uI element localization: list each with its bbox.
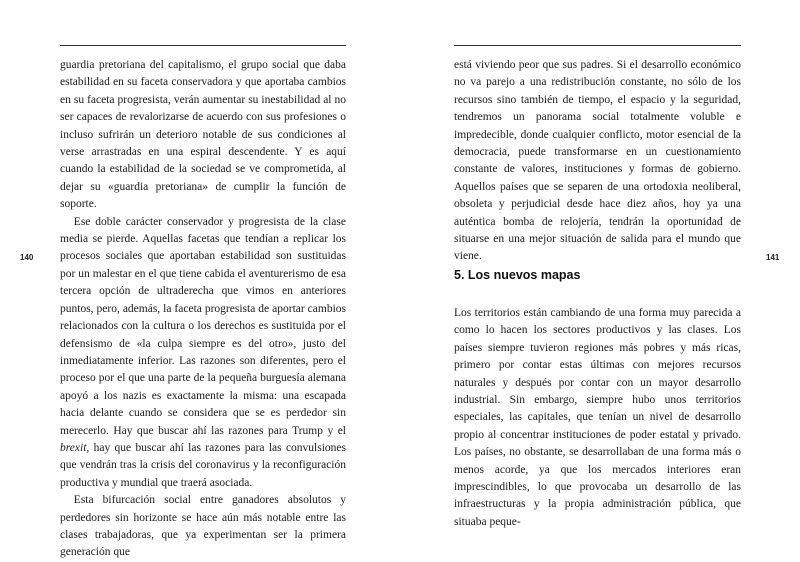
paragraph-text: , hay que buscar ahí las razones para las convulsiones que vendrán tras la crisis del coronavirus y la reconfiguración productiva y mundial que traerá asociada. — [60, 441, 346, 489]
paragraph — [60, 214, 346, 493]
right-page — [400, 0, 800, 534]
right-text-column-bottom — [454, 305, 741, 531]
paragraph: Esta bifurcación social entre ganadores absolutos y perdedores sin horizonte se hace aún más notable entre las clases trabajadoras, que ya experimentan ser la primera generación que — [60, 494, 346, 559]
page-number: 141 — [766, 253, 780, 262]
paragraph: Los territorios están cambiando de una forma muy parecida a como lo hacen los sectores productivos y las clases. Los países siempre tuvieron regiones más pobres y más ricas, primero por contar estas últimas con mejores recursos naturales y después por contar con un mayor desarrollo industrial. Sin embargo, siempre hubo unos territorios especiales, las capitales, que tenían un nivel de desarrollo propio al concentrar instituciones de poder estatal y privado. Los países, no obstante, se desarrollaban de una forma más o menos acorde, ya que los mercados interiores eran imprescindibles, lo que provocaba un desarrollo de las infraestructuras y la propia administración pública, que situaba peque- — [454, 307, 741, 528]
paragraph: guardia pretoriana del capitalismo, el grupo social que daba estabilidad en su faceta conservadora y que aportaba cambios en su faceta progresista, verán aumentar su inestabilidad al no ser capaces de revalorizarse de acuerdo con sus profesiones o incluso sufrirán un deterioro notable de sus condiciones al verse arrastradas en una espiral descendente. Y es aquí cuando la estabilidad de la sociedad se ve comprometida, al dejar su «guardia pretoriana» de cumplir la función de soporte. — [60, 59, 346, 211]
left-page — [0, 0, 400, 559]
page-number: 140 — [20, 253, 34, 262]
section-heading: 5. Los nuevos mapas — [454, 268, 581, 282]
italic-term: brexit — [60, 441, 87, 454]
header-rule — [454, 45, 741, 46]
paragraph-text: Ese doble carácter conservador y progresista de la clase media se pierde. Aquellas facetas que tendían a replicar los procesos sociales que aportaban estabilidad son sustituidas por un malestar en el que tiene cabida el aventurerismo de esa tercera opción de ultraderecha que vimos en anteriores puntos, pero, además, la faceta progresista de aportar cambios relacionados con la cultura o los derechos es sustituida por el defensismo de «la culpa siempre es del otro», justo del inmediatamente inferior. Las razones son diferentes, pero el proceso por el que una parte de la pequeña burguesía alemana apoyó a los nazis es exactamente la misma: una escapada hacia delante cuando se considera que se es perdedor sin merecerlo. Hay que buscar ahí las razones para Trump y el — [60, 215, 346, 437]
left-text-column — [60, 57, 346, 562]
paragraph: está viviendo peor que sus padres. Si el desarrollo económico no va parejo a una redistribución constante, no sólo de los recursos sino también de tiempo, el espacio y la seguridad, tendremos un panorama social totalmente voluble e impredecible, donde cualquier conflicto, motor esencial de la democracia, puede transformarse en un cuestionamiento constante de valores, instituciones y formas de gobierno. Aquellos países que se separen de una ortodoxia neoliberal, obsoleta y perjudicial desde hace diez años, hoy ya una auténtica bomba de relojería, tendrán la oportunidad de situarse en una mejor situación de salida para el mundo que viene. — [454, 59, 741, 263]
header-rule — [60, 45, 346, 46]
right-text-column-top — [454, 57, 741, 266]
